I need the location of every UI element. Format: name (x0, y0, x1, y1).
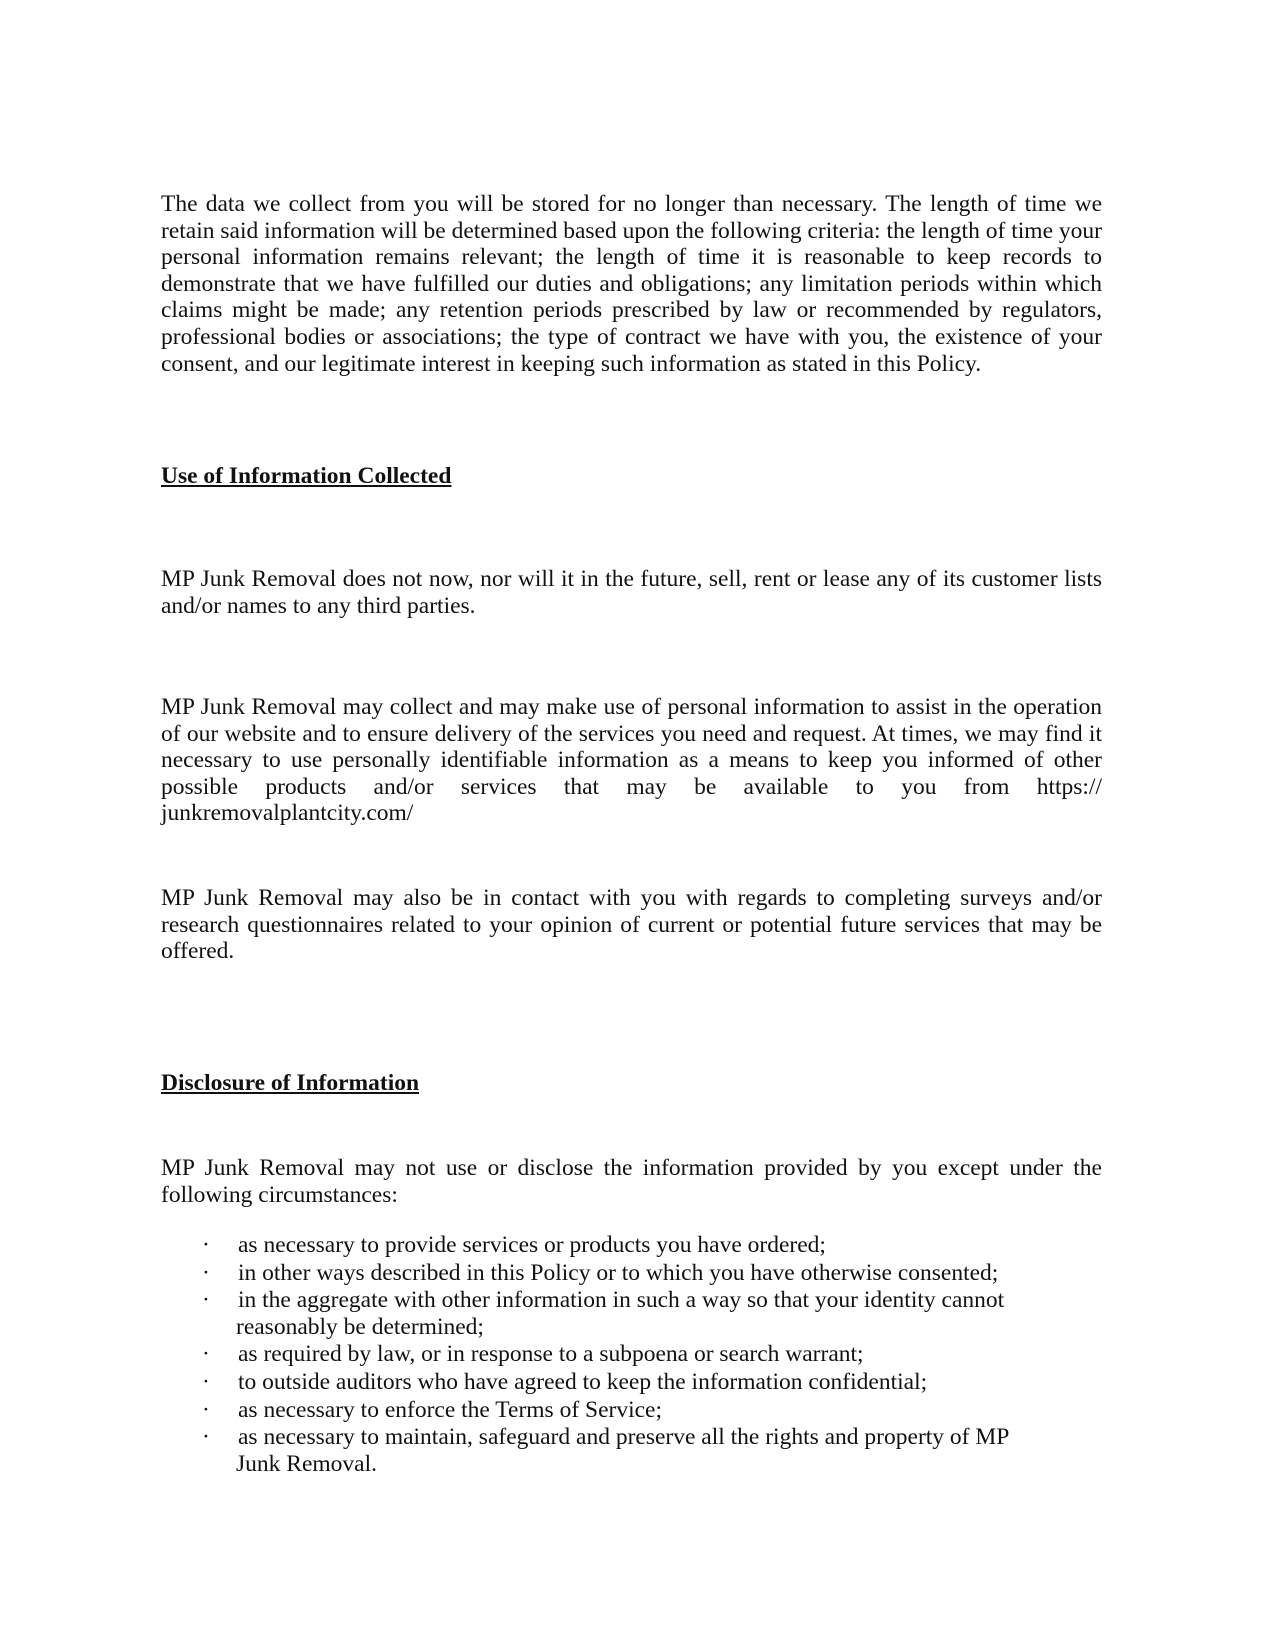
list-item (161, 1341, 1061, 1368)
list-item (161, 1424, 1061, 1477)
disclosure-list (161, 1232, 1061, 1477)
list-item (161, 1287, 1061, 1340)
retention-paragraph: The data we collect from you will be stored for no longer than necessary. The length of time we retain said information will be determined based upon the following criteria: the length of time your personal information remains relevant; the length of time it is reasonable to keep records to demonstrate that we have fulfilled our duties and obligations; any limitation periods within which claims might be made; any retention periods prescribed by law or recommended by regulators, professional bodies or associations; the type of contract we have with you, the existence of your consent, and our legitimate interest in keeping such information as stated in this Policy. (161, 191, 1102, 377)
list-item-text: in the aggregate with other information in such a way so that your identity cannot reasonably be determined; (236, 1287, 1005, 1340)
disclosure-heading: Disclosure of Information (161, 1070, 420, 1096)
list-item-text: as necessary to provide services or products you have ordered; (238, 1232, 826, 1258)
list-item (161, 1260, 1061, 1287)
collect-paragraph: MP Junk Removal may collect and may make use of personal information to assist in the operation of our website and to ensure delivery of the services you need and request. At times, we may find it necessary to use personally identifiable information as a means to keep you informed of other possible products and/or services that may be available to you from https:// junkremovalplantcity.com/ (161, 694, 1102, 827)
list-item-text: in other ways described in this Policy or to which you have otherwise consented; (238, 1259, 999, 1286)
bullet-icon: · (202, 1424, 210, 1451)
use-of-information-heading: Use of Information Collected (161, 463, 452, 489)
bullet-icon: · (202, 1259, 210, 1286)
disclosure-paragraph: MP Junk Removal may not use or disclose the information provided by you except under the following circumstances: (161, 1155, 1102, 1208)
list-item-text: to outside auditors who have agreed to keep the information confidential; (238, 1368, 928, 1395)
bullet-icon: · (202, 1341, 210, 1368)
bullet-icon: · (202, 1232, 210, 1258)
bullet-icon: · (202, 1368, 210, 1395)
list-item-text: as necessary to maintain, safeguard and preserve all the rights and property of MP Junk Removal. (236, 1424, 1009, 1477)
bullet-icon: · (202, 1287, 210, 1314)
bullet-icon: · (202, 1396, 210, 1423)
no-sell-paragraph: MP Junk Removal does not now, nor will it in the future, sell, rent or lease any of its customer lists and/or names to any third parties. (161, 566, 1102, 619)
list-item-text: as required by law, or in response to a subpoena or search warrant; (238, 1341, 864, 1368)
list-item (161, 1369, 1061, 1396)
list-item (161, 1397, 1061, 1424)
surveys-paragraph: MP Junk Removal may also be in contact with you with regards to completing surveys and/or research questionnaires related to your opinion of current or potential future services that may be offered. (161, 885, 1102, 965)
list-item (161, 1232, 1061, 1259)
list-item-text: as necessary to enforce the Terms of Service; (238, 1396, 663, 1423)
